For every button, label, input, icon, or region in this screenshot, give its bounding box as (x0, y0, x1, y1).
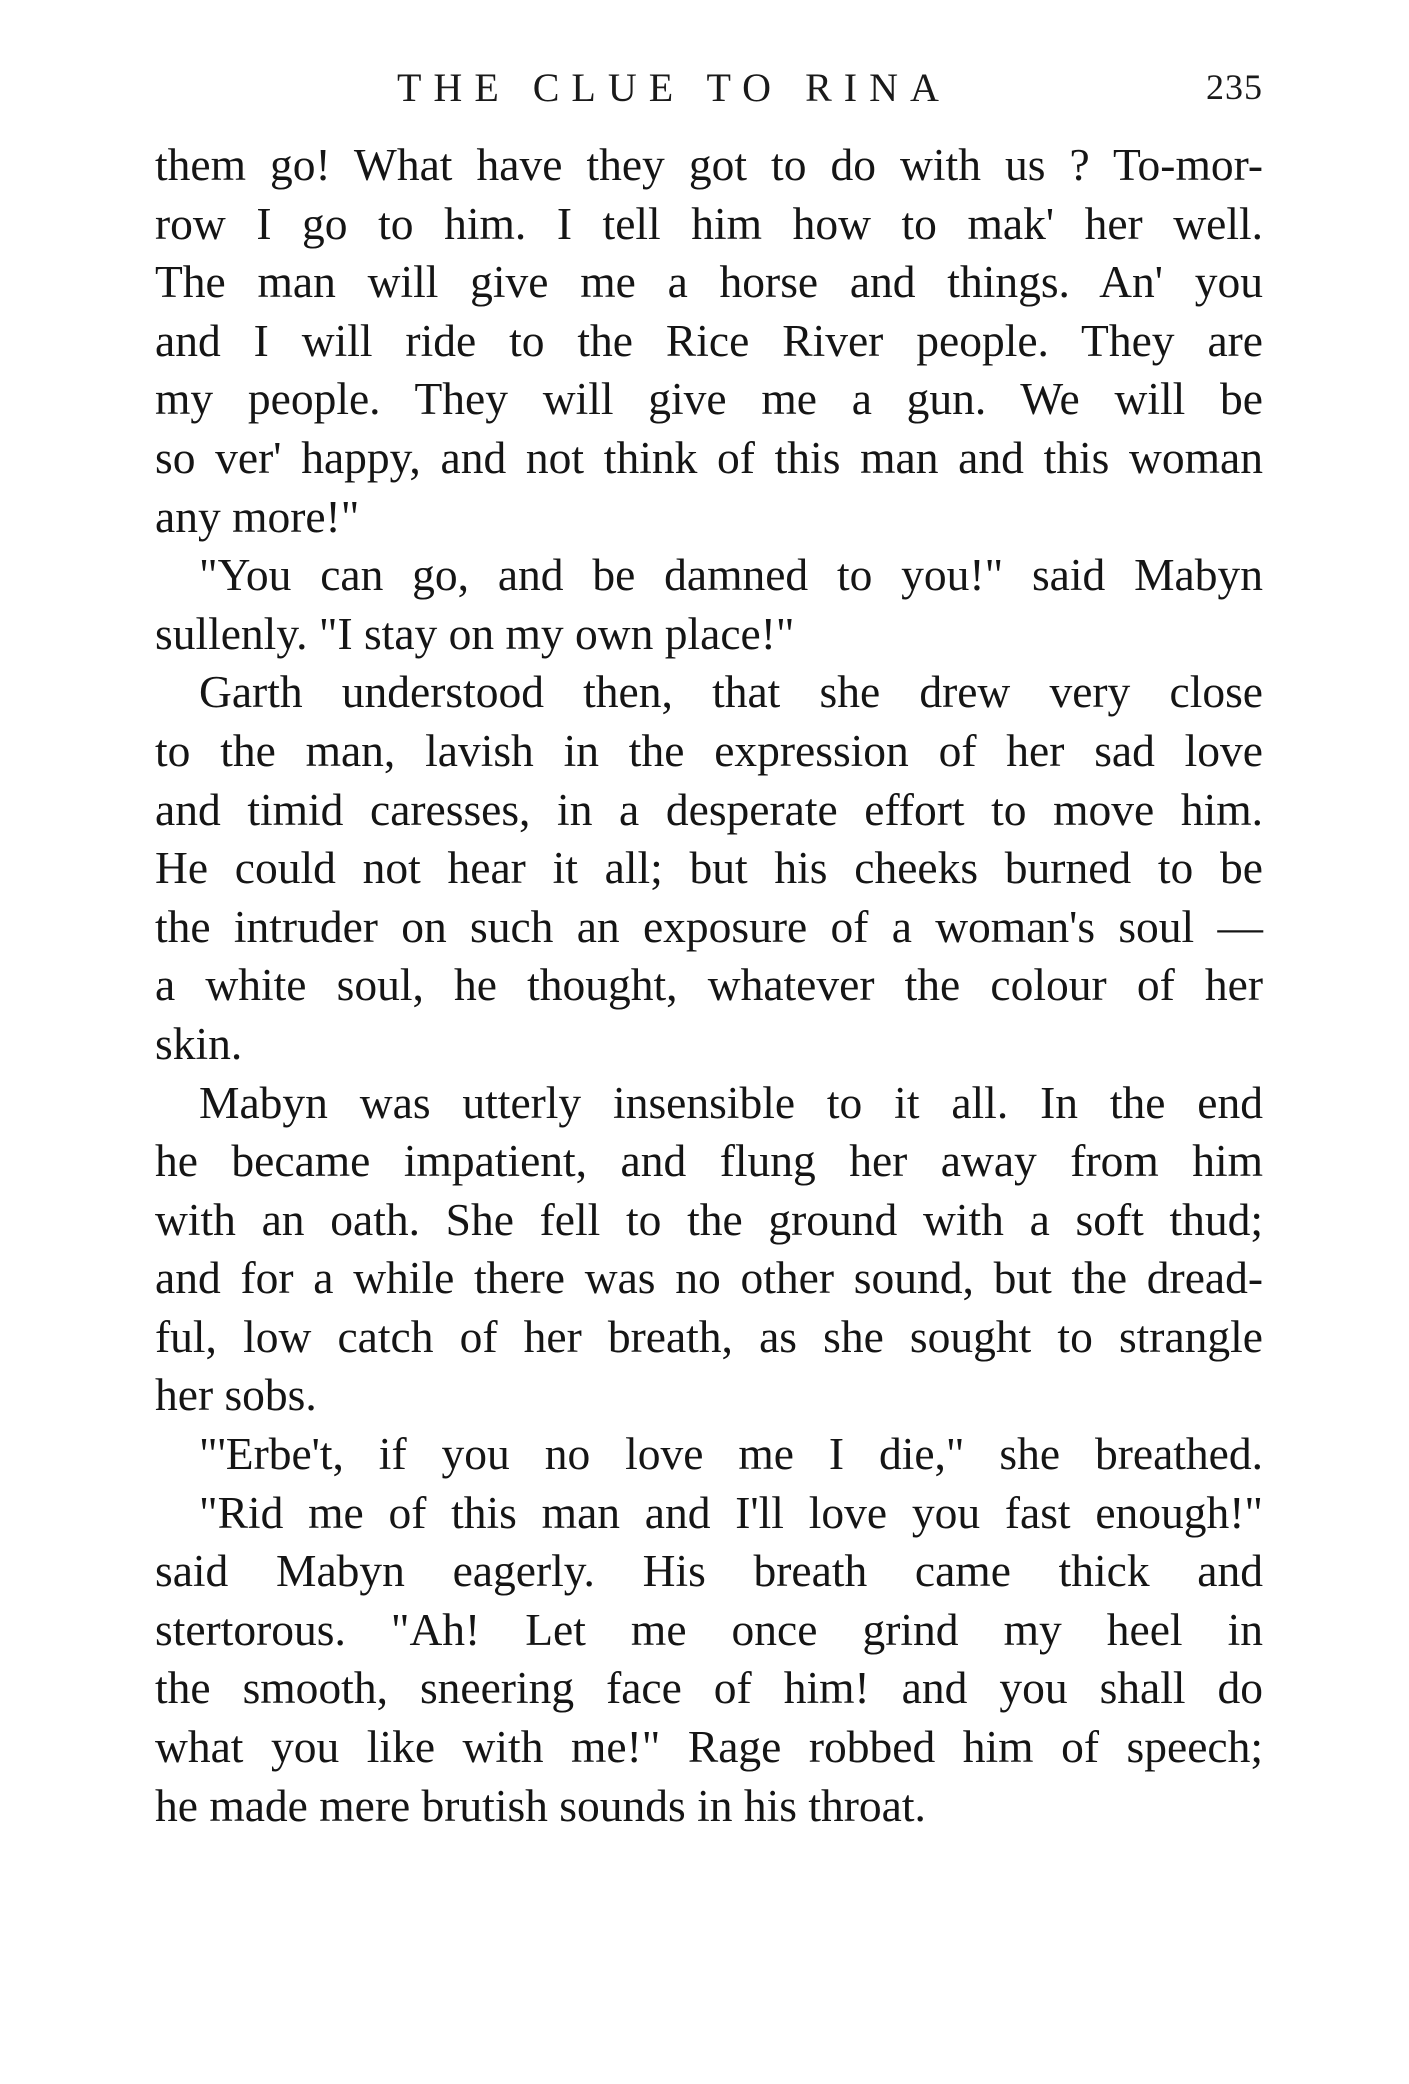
text-line: any more!" (155, 490, 360, 542)
text-line: The man will give me a horse and things. An' you (155, 256, 1263, 308)
text-line: what you like with me!" Rage robbed him of speech; (155, 1721, 1263, 1773)
text-line: and timid caresses, in a desperate effort to move him. (155, 783, 1263, 835)
text-line: "Rid me of this man and I'll love you fast enough!" (199, 1486, 1263, 1538)
text-line: Mabyn was utterly insensible to it all. In the end (199, 1076, 1263, 1128)
text-line: skin. (155, 1017, 243, 1069)
text-line: and I will ride to the Rice River people. They are (155, 314, 1263, 366)
text-line: and for a while there was no other sound, but the dread- (155, 1252, 1263, 1304)
text-line: stertorous. "Ah! Let me once grind my heel in (155, 1603, 1263, 1655)
text-line: Garth understood then, that she drew very close (199, 666, 1263, 718)
page-number: 235 (1206, 67, 1263, 107)
text-line: her sobs. (155, 1369, 317, 1421)
text-line: he made mere brutish sounds in his throat. (155, 1779, 926, 1831)
text-line: "You can go, and be damned to you!" said Mabyn (199, 549, 1263, 601)
running-title: THE CLUE TO RINA (397, 65, 951, 110)
text-line: said Mabyn eagerly. His breath came thick and (155, 1545, 1263, 1597)
text-line: them go! What have they got to do with us ? To-mor- (155, 139, 1263, 190)
body-text (155, 136, 1263, 1835)
text-line: he became impatient, and flung her away from him (155, 1135, 1263, 1187)
text-line: to the man, lavish in the expression of her sad love (155, 724, 1263, 776)
text-line: sullenly. "I stay on my own place!" (155, 607, 795, 659)
text-line: ful, low catch of her breath, as she sought to strangle (155, 1310, 1263, 1362)
text-line: row I go to him. I tell him how to mak' her well. (155, 197, 1263, 249)
text-line: "'Erbe't, if you no love me I die," she breathed. (199, 1428, 1263, 1480)
text-line: with an oath. She fell to the ground with a soft thud; (155, 1193, 1263, 1245)
text-line: a white soul, he thought, whatever the colour of her (155, 959, 1263, 1011)
page-header (155, 64, 1263, 120)
text-line: so ver' happy, and not think of this man and this woman (155, 431, 1263, 483)
text-line: the smooth, sneering face of him! and you shall do (155, 1662, 1263, 1714)
text-line: the intruder on such an exposure of a woman's soul — (155, 900, 1263, 952)
text-line: He could not hear it all; but his cheeks burned to be (155, 842, 1263, 894)
text-line: my people. They will give me a gun. We will be (155, 373, 1263, 425)
